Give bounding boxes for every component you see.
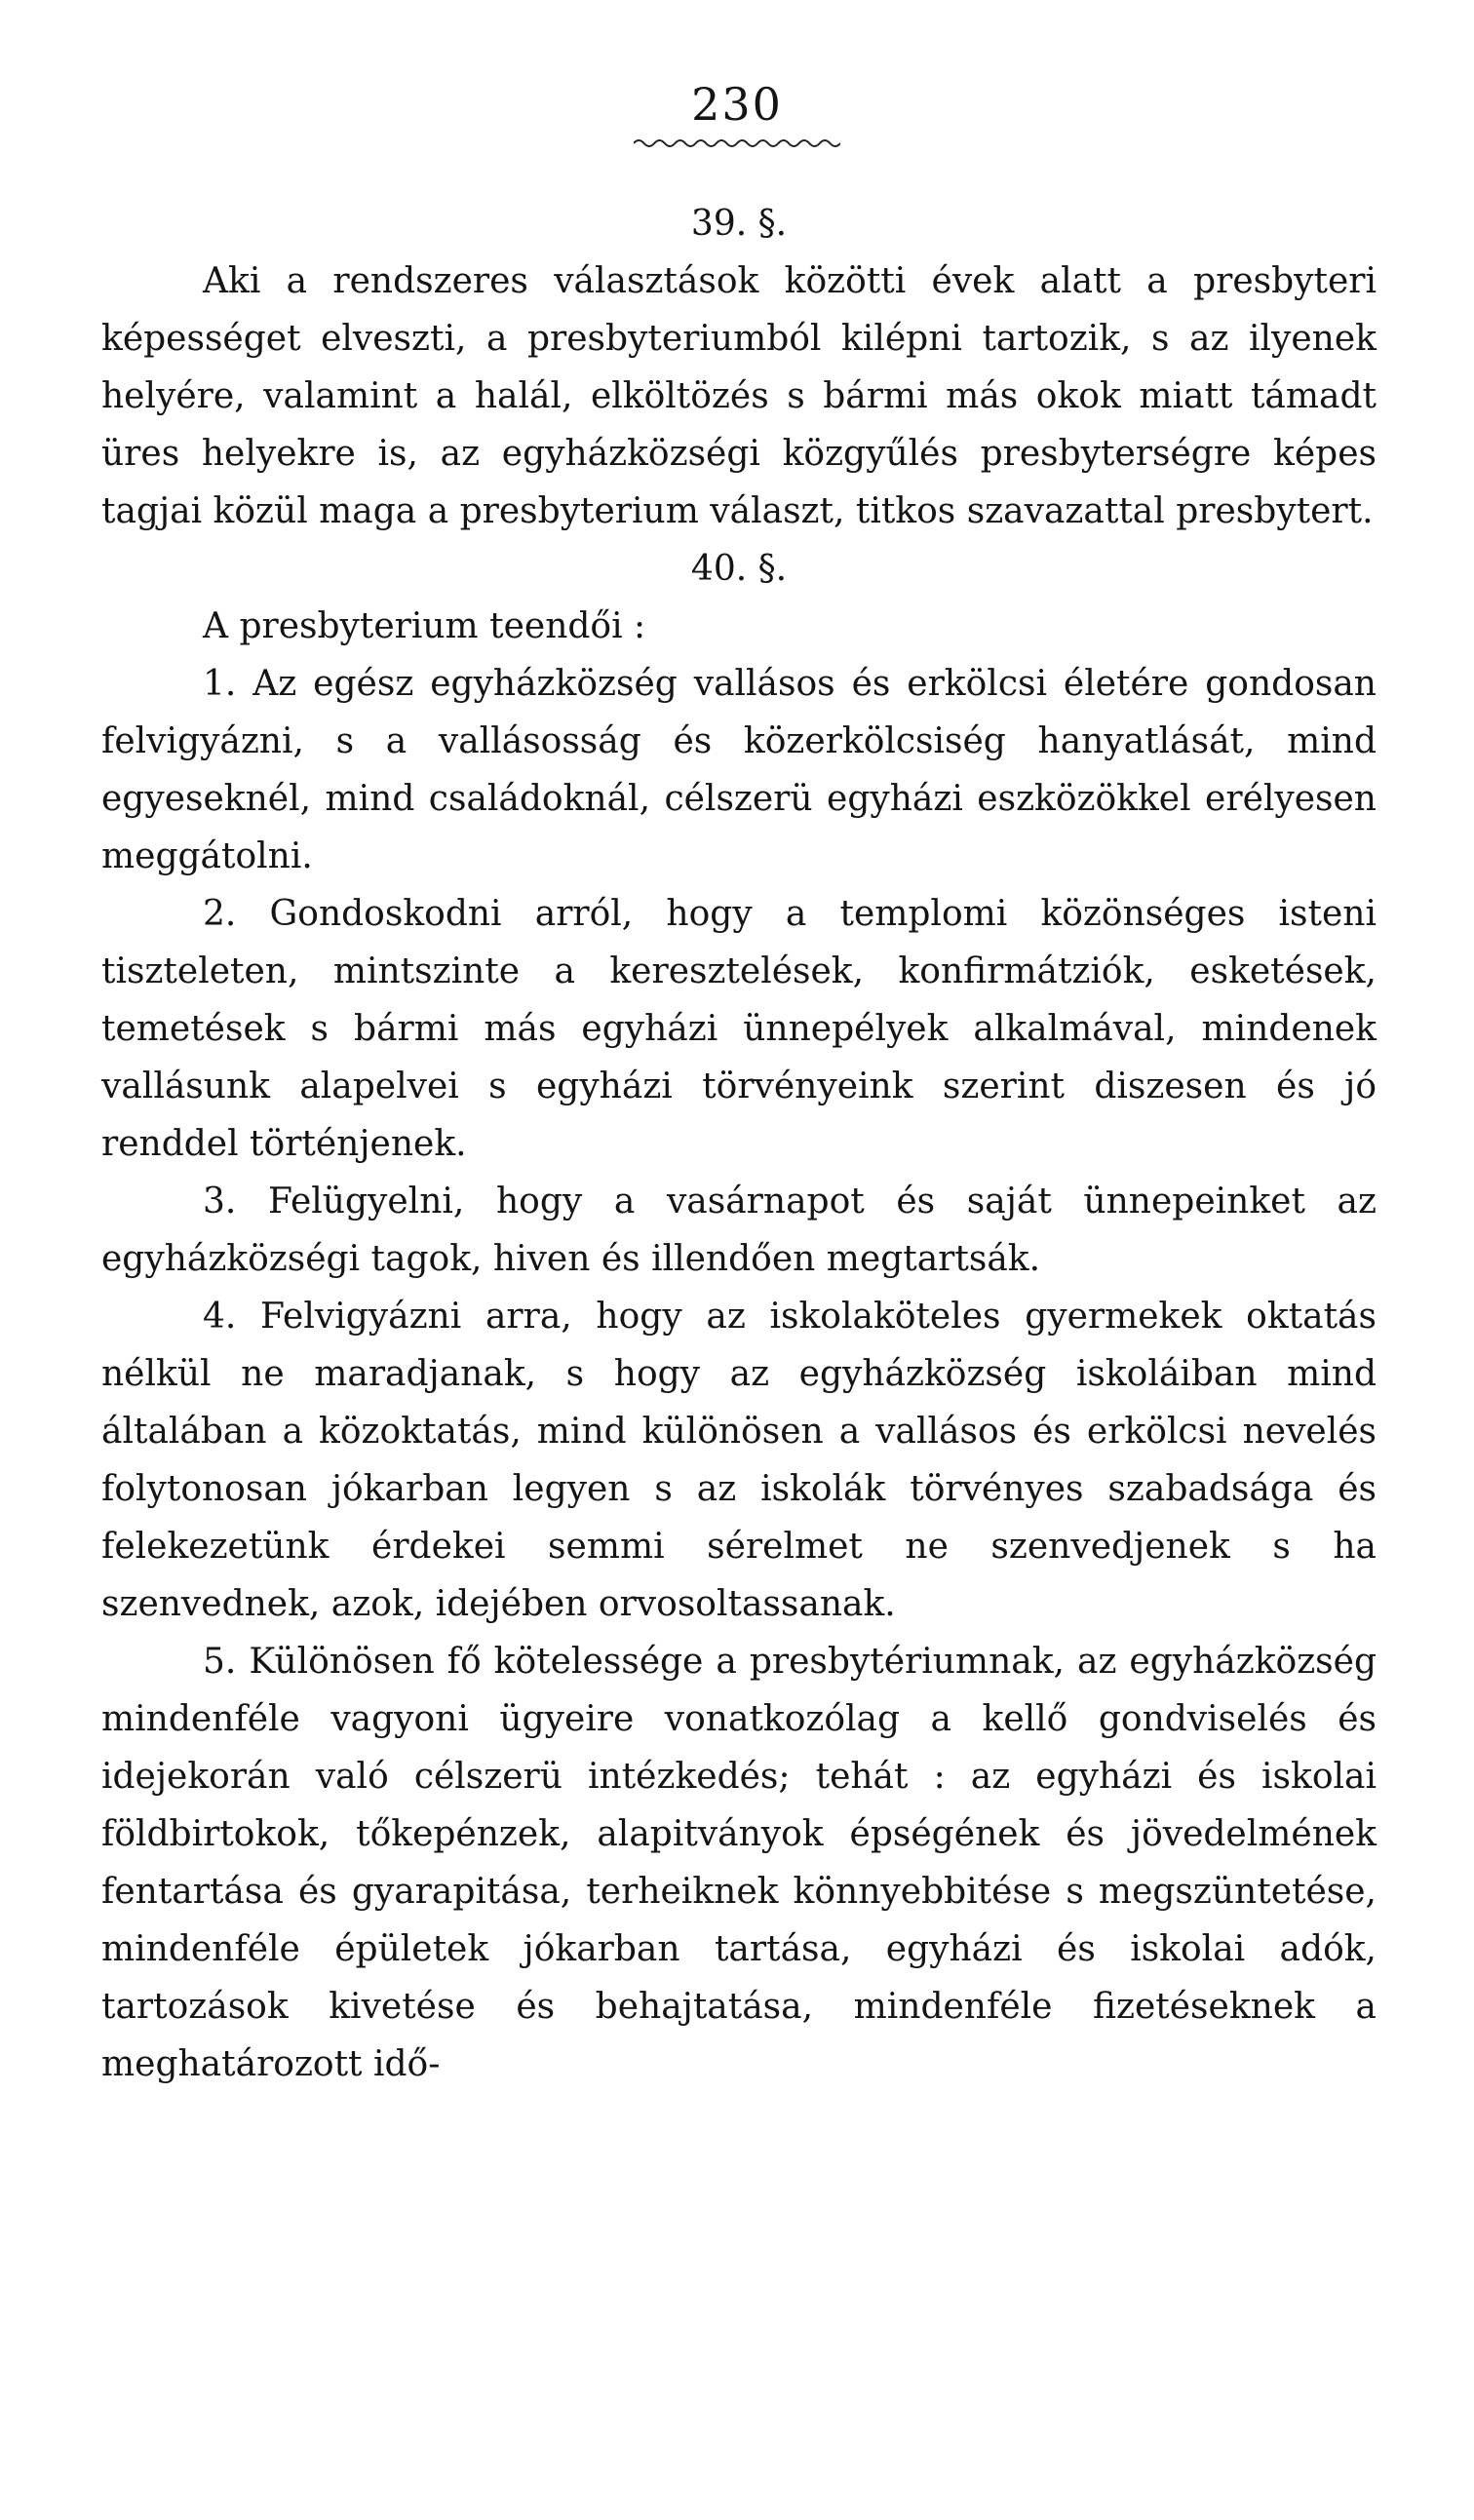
list-item: 4. Felvigyázni arra, hogy az iskolaköteles gyermekek oktatás nélkül ne maradjanak, s hogy az egyházközség iskoláiban mind általában a közoktatás, mind különösen a vallásos és erkölcsi nevelés folytonosan jókarban legyen s az iskolák törvényes szabadsága és felekezetünk érdekei semmi sérelmet ne szenvedjenek s ha szenvednek, azok, idejében orvosoltassanak. [101,1297,1377,1624]
list-item: 2. Gondoskodni arról, hogy a templomi közönséges isteni tiszteleten, mintszinte a keresztelések, konfirmátziók, esketések, temetések s bármi más egyházi ünnepélyek alkalmával, mindenek vallásunk alapelvei s egyházi törvényeink szerint diszesen és jó renddel történjenek. [101,894,1377,1164]
page-number: 230 [691,78,783,131]
body-text [101,195,1377,2093]
section-40-intro: A presbyterium teendői : [203,606,646,646]
list-item: 3. Felügyelni, hogy a vasárnapot és saját ünnepeinket az egyházközségi tagok, hiven és illendően megtartsák. [101,1182,1377,1279]
section-heading-40: 40. §. [690,549,788,589]
section-heading-39: 39. §. [690,204,788,244]
list-item: 1. Az egész egyházközség vallásos és erkölcsi életére gondosan felvigyázni, s a vallásosság és közerkölcsiség hanyatlását, mind egyeseknél, mind családoknál, célszerü egyházi eszközökkel erélyesen meggátolni. [101,664,1377,876]
section-39-paragraph: Aki a rendszeres választások közötti évek alatt a presbyteri képességet elveszti, a presbyteriumból kilépni tartozik, s az ilyenek helyére, valamint a halál, elköltözés s bármi más okok miatt támadt üres helyekre is, az egyházközségi közgyűlés presbyterségre képes tagjai közül maga a presbyterium választ, titkos szavazattal presbytert. [101,261,1377,531]
wavy-underline-ornament [634,136,840,150]
list-item: 5. Különösen fő kötelessége a presbytériumnak, az egyházközség mindenféle vagyoni ügyeire vonatkozólag a kellő gondviselés és idejekorán való célszerü intézkedés; tehát : az egyházi és iskolai földbirtokok, tőkepénzek, alapitványok épségének és jövedelmének fentartása és gyarapitása, terheiknek könnyebbitése s megszüntetése, mindenféle épületek jókarban tartása, egyházi és iskolai adók, tartozások kivetése és behajtatása, mindenféle fizetéseknek a meghatározott idő- [101,1642,1377,2084]
